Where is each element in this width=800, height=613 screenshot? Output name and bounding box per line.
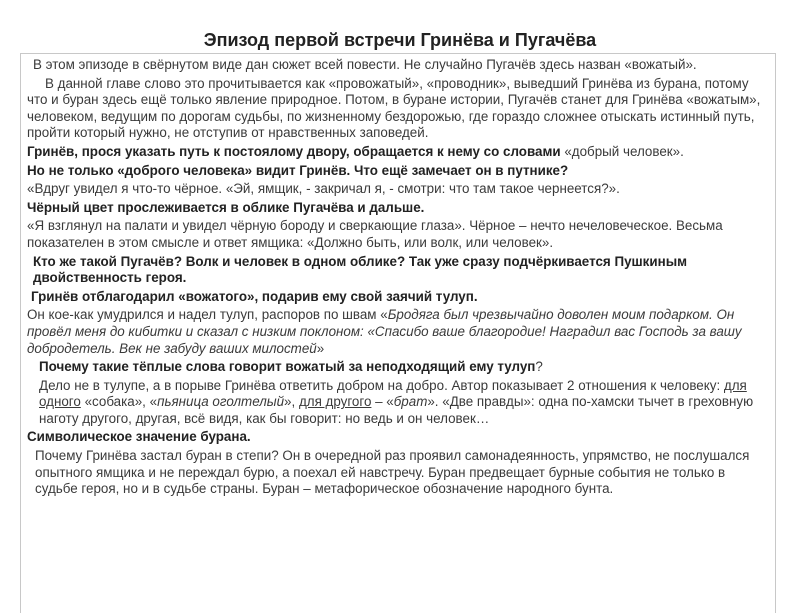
paragraph-intro-text: В этом эпизоде в свёрнутом виде дан сюжет всей повести. Не случайно Пугачёв здесь назван «вожатый». <box>33 57 697 72</box>
two-truths-for-other: для другого <box>298 394 372 410</box>
heading-black-color: Чёрный цвет прослеживается в облике Пугачёва и дальше. <box>27 199 425 215</box>
question-who-is-pugachev: Кто же такой Пугачёв? Волк и человек в одном облике? Так уже сразу подчёркивается Пушкиным двойственность героя. <box>33 253 688 286</box>
quote-something-black: «Вдруг увидел я что-то чёрное. «Эй, ямщик, - закричал я, - смотри: что там такое чернеется?». <box>27 181 620 197</box>
paragraph-guide-meaning-text: В данной главе слово это прочитывается как «провожатый», «проводник», выведший Гринёва из бурана, потому что и буран здесь ещё только явление природное. Потом, в буране истории, Пугачёв станет для Гринёва «вожатым», человеком, ведущим по дорогам судьбы, по жизненному бездорожью, где гораздо сложнее отыскать истинный путь, пройти который нужно, не отступив от нравственных заповедей. <box>27 75 761 141</box>
quote-black-beard: «Я взглянул на палати и увидел чёрную бороду и сверкающие глаза». Чёрное – нечто нечеловеческое. Весьма показателен в этом смысле и ответ ямщика: «Должно быть, или волк, или человек». <box>27 218 723 250</box>
coat-text-end: » <box>316 340 325 356</box>
two-truths-drunkard: пьяница оголтелый <box>157 394 285 410</box>
coat-text-start: Он кое-как умудрился и надел тулуп, распоров по швам « <box>27 307 388 323</box>
two-truths-e: ». «Две правды»: одна по-хамски тычет в греховную наготу другого, другая, всё видя, как бы говорит: но ведь и он человек… <box>39 394 754 426</box>
paragraph-two-truths <box>27 378 767 428</box>
coat-quote-italic: Бродяга был чрезвычайно доволен моим подарком. Он провёл меня до кибитки и сказал с низким поклоном: «Спасибо ваше благородие! Наградил вас Господь за вашу добродетель. Век не забуду ваших милостей <box>27 307 742 356</box>
two-truths-brother: брат <box>393 394 428 410</box>
two-truths-d: – « <box>371 394 394 410</box>
question-what-else: Но не только «доброго человека» видит Гринёв. Что ещё замечает он в путнике? <box>27 162 569 178</box>
text-box <box>20 53 776 613</box>
kind-man-quote: «добрый человек». <box>560 143 684 159</box>
question-warm-words <box>27 359 767 376</box>
paragraph-coat-quote <box>27 307 767 357</box>
question-kind-man: Гринёв, прося указать путь к постоялому двору, обращается к нему со словами <box>27 143 561 159</box>
question-mark: ? <box>535 359 543 375</box>
paragraph-intro <box>27 57 767 74</box>
page-title: Эпизод первой встречи Гринёва и Пугачёва <box>203 30 597 50</box>
paragraph-kind-man <box>27 144 767 161</box>
statement-gift-coat: Гринёв отблагодарил «вожатого», подарив ему свой заячий тулуп. <box>31 288 478 304</box>
two-truths-c: », <box>284 394 299 410</box>
two-truths-b: «собака», « <box>80 394 158 410</box>
question-warm-words-text: Почему такие тёплые слова говорит вожатый за неподходящий ему тулуп <box>39 359 536 375</box>
paragraph-storm: Почему Гринёва застал буран в степи? Он в очередной раз проявил самонадеянность, упрямство, не послушался опытного ямщика и не переждал бурю, а поехал ей навстречу. Буран предвещает бурные события не только в судьбе героя, но и в судьбе страны. Буран – метафорическое обозначение народного бунта. <box>35 448 750 497</box>
two-truths-for-one: для одного <box>39 377 747 410</box>
paragraph-guide-meaning <box>27 76 767 142</box>
two-truths-a: Дело не в тулупе, а в порыве Гринёва ответить добром на добро. Автор показывает 2 отношения к человеку: <box>39 377 724 393</box>
heading-storm-symbol: Символическое значение бурана. <box>27 429 251 445</box>
